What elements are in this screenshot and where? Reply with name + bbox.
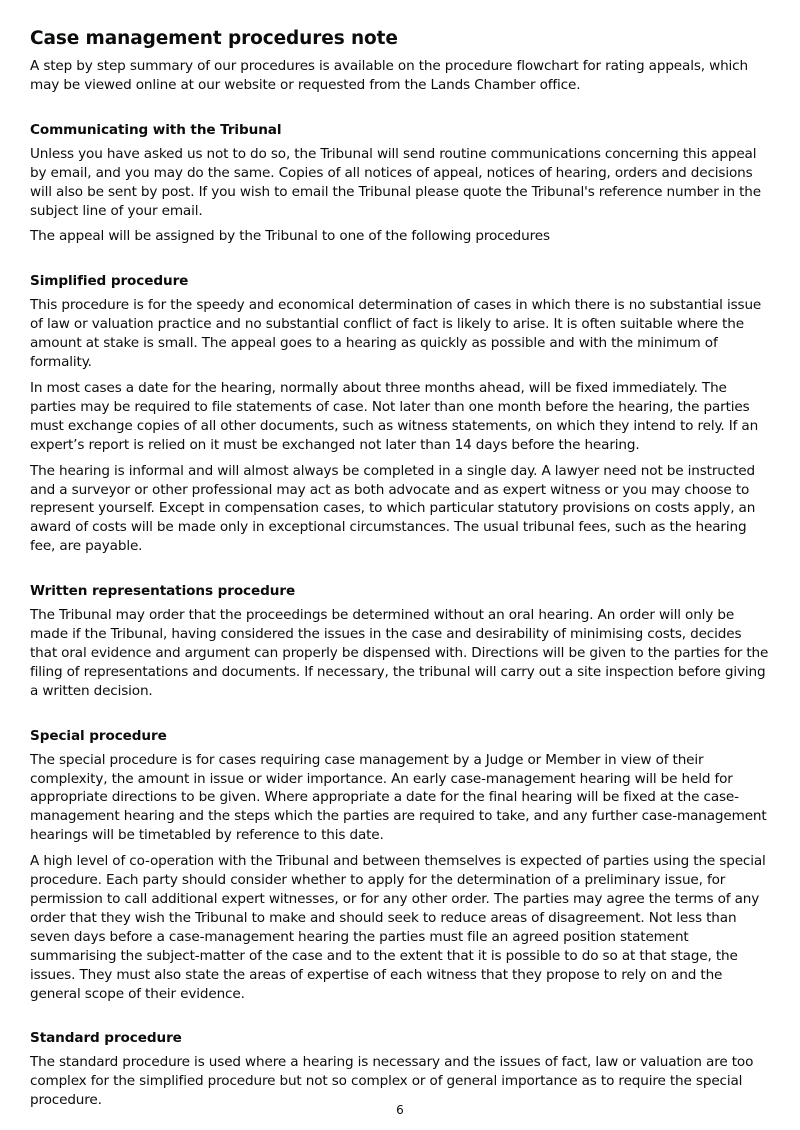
section-communicating	[30, 121, 772, 247]
intro-paragraph: A step by step summary of our procedures is available on the procedure flowchart for rating appeals, which may be viewed online at our website or requested from the Lands Chamber office.	[30, 58, 748, 93]
section-paragraph: The appeal will be assigned by the Tribunal to one of the following procedures	[30, 228, 550, 245]
section-standard-procedure	[30, 1029, 772, 1110]
section-spacer	[30, 253, 772, 272]
section-heading: Simplified procedure	[30, 273, 189, 290]
section-paragraph: Unless you have asked us not to do so, the Tribunal will send routine communications concerning this appeal by email, and you may do the same. Copies of all notices of appeal, notices of hearing, orders and decisions will also be sent by post. If you wish to email the Tribunal please quote the Tribunal's reference number in the subject line of your email.	[30, 145, 761, 219]
section-heading: Written representations procedure	[30, 583, 296, 600]
section-special-procedure	[30, 727, 772, 1004]
section-paragraph: A high level of co-operation with the Tribunal and between themselves is expected of parties using the special procedure. Each party should consider whether to apply for the determination of a preliminary issue, for permission to call additional expert witnesses, or for any other order. The parties may agree the terms of any order that they wish the Tribunal to make and should seek to reduce areas of disagreement. Not less than seven days before a case-management hearing the parties must file an agreed position statement summarising the subject-matter of the case and to the extent that it is possible to do so at that stage, the issues. They must also state the areas of expertise of each witness that they propose to rely on and the general scope of their evidence.	[30, 853, 766, 1002]
section-spacer	[30, 708, 772, 727]
section-paragraph: In most cases a date for the hearing, normally about three months ahead, will be fixed immediately. The parties may be required to file statements of case. Not later than one month before the hearing, the parties must exchange copies of all other documents, such as witness statements, on which they intend to rely. If an expert’s report is relied on it must be exchanged not later than 14 days before the hearing.	[30, 379, 759, 453]
section-paragraph: The special procedure is for cases requiring case management by a Judge or Member in view of their complexity, the amount in issue or wider importance. An early case-management hearing will be held for appropriate directions to be given. Where appropriate a date for the final hearing will be fixed at the case-management hearing and the steps which the parties are required to take, and any further case-management hearings will be timetabled by reference to this date.	[30, 751, 767, 844]
section-paragraph: The standard procedure is used where a hearing is necessary and the issues of fact, law or valuation are too complex for the simplified procedure but not so complex or of general importance as to require the special procedure.	[30, 1054, 754, 1109]
section-simplified-procedure	[30, 272, 772, 556]
section-heading: Communicating with the Tribunal	[30, 121, 282, 138]
section-paragraph: The Tribunal may order that the proceedings be determined without an oral hearing. An order will only be made if the Tribunal, having considered the issues in the case and desirability of minimising costs, decides that oral evidence and argument can properly be dispensed with. Directions will be given to the parties for the filing of representations and documents. If necessary, the tribunal will carry out a site inspection before giving a written decision.	[30, 607, 769, 699]
section-written-representations	[30, 582, 772, 701]
page-number: 6	[396, 1103, 404, 1117]
section-spacer	[30, 1010, 772, 1029]
section-heading: Standard procedure	[30, 1030, 182, 1047]
section-heading: Special procedure	[30, 727, 167, 744]
section-spacer	[30, 563, 772, 582]
section-spacer	[30, 102, 772, 121]
section-paragraph: This procedure is for the speedy and economical determination of cases in which there is no substantial issue of law or valuation practice and no substantial conflict of fact is likely to arise. It is often suitable where the amount at stake is small. The appeal goes to a hearing as quickly as possible and with the minimum of formality.	[30, 297, 762, 371]
section-paragraph: The hearing is informal and will almost always be completed in a single day. A lawyer need not be instructed and a surveyor or other professional may act as both advocate and as expert witness or you may choose to represent yourself. Except in compensation cases, to which particular statutory provisions on costs apply, an award of costs will be made only in exceptional circumstances. The usual tribunal fees, such as the hearing fee, are payable.	[30, 462, 756, 555]
page-title: Case management procedures note	[30, 28, 398, 49]
document-page	[30, 28, 772, 1117]
